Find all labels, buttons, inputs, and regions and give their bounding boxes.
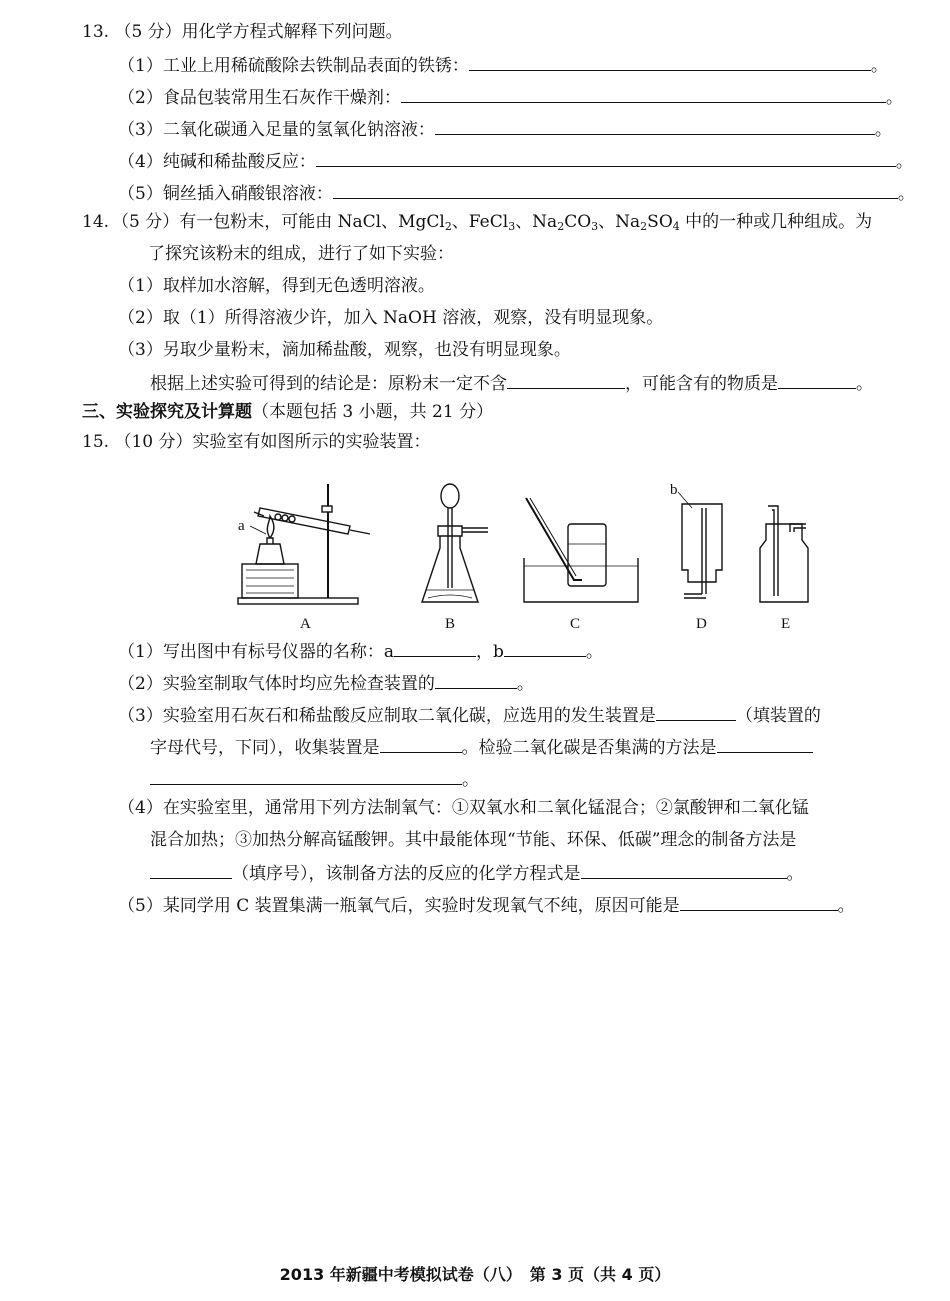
q14-step-2: （2）取（1）所得溶液少许，加入 NaOH 溶液，观察，没有明显现象。 [118,308,664,328]
q13-item-5: （5）铜丝插入硝酸银溶液： 。 [118,180,915,204]
q13-item-2: （2）食品包装常用生石灰作干燥剂： 。 [118,84,903,108]
lab-apparatus-figure [230,478,810,634]
q15-part-1: （1）写出图中有标号仪器的名称：a ，b 。 [118,638,603,662]
section-3-title: 三、实验探究及计算题（本题包括 3 小题，共 21 分） [82,402,494,422]
q15-part-5: （5）某同学用 C 装置集满一瓶氧气后，实验时发现氧气不纯，原因可能是 。 [118,892,855,916]
answer-blank[interactable] [507,370,625,389]
q15-part-4-line-2: 混合加热；③加热分解高锰酸钾。其中最能体现“节能、环保、低碳”理念的制备方法是 [150,830,797,850]
q15-part-3-line-3: 。 [150,766,479,790]
answer-blank[interactable] [380,734,462,753]
apparatus-d [678,492,722,598]
label-D: D [696,616,707,632]
answer-blank[interactable] [333,180,898,199]
q14-line-2: 了探究该粉末的组成，进行了如下实验： [148,244,454,264]
answer-blank[interactable] [150,860,232,879]
label-b: b [670,482,678,498]
answer-blank[interactable] [469,52,871,71]
label-E: E [781,616,791,632]
q15-part-3-line-1: （3）实验室用石灰石和稀盐酸反应制取二氧化碳，应选用的发生装置是 （填装置的 [118,702,821,726]
label-A: A [300,616,311,632]
q14-step-3: （3）另取少量粉末，滴加稀盐酸，观察，也没有明显现象。 [118,340,571,360]
q15-part-3-line-2: 字母代号，下同），收集装置是 。检验二氧化碳是否集满的方法是 [150,734,813,758]
q15-part-4-line-3: （填序号），该制备方法的反应的化学方程式是 。 [150,860,804,884]
apparatus-a [238,484,370,604]
q14-step-1: （1）取样加水溶解，得到无色透明溶液。 [118,276,435,296]
q13-item-4: （4）纯碱和稀盐酸反应： 。 [118,148,913,172]
q15-part-4-line-1: （4）在实验室里，通常用下列方法制氧气：①双氧水和二氧化锰混合；②氯酸钾和二氧化锰 [118,798,809,818]
answer-blank[interactable] [150,766,462,785]
answer-blank[interactable] [401,84,886,103]
q15-part-2: （2）实验室制取气体时均应先检查装置的 。 [118,670,534,694]
q13-item-3: （3）二氧化碳通入足量的氢氧化钠溶液： 。 [118,116,892,140]
answer-blank[interactable] [394,638,476,657]
answer-blank[interactable] [435,116,875,135]
answer-blank[interactable] [504,638,586,657]
answer-blank[interactable] [717,734,813,753]
label-a: a [238,518,245,534]
answer-blank[interactable] [316,148,896,167]
apparatus-b [422,484,488,602]
answer-blank[interactable] [435,670,517,689]
label-C: C [570,616,581,632]
label-B: B [445,616,456,632]
page-footer: 2013 年新疆中考模拟试卷（八） 第 3 页（共 4 页） [279,1265,671,1284]
apparatus-e [760,506,808,602]
answer-blank[interactable] [778,370,856,389]
q14-conclusion: 根据上述实验可得到的结论是：原粉末一定不含 ，可能含有的物质是 。 [150,370,873,394]
answer-blank[interactable] [680,892,838,911]
q13-item-1: （1）工业上用稀硫酸除去铁制品表面的铁锈： 。 [118,52,888,76]
answer-blank[interactable] [581,860,787,879]
answer-blank[interactable] [656,702,736,721]
apparatus-c [524,498,638,602]
